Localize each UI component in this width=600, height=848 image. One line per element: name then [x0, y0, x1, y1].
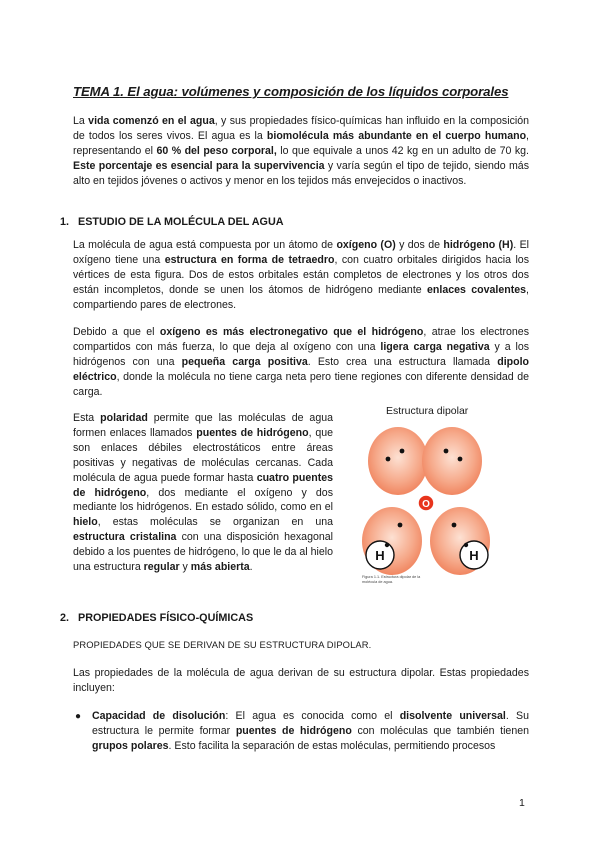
water-molecule-diagram	[362, 419, 512, 589]
bullet-marker: ●	[75, 711, 82, 722]
section-1-heading	[60, 216, 284, 228]
text-run: y dos de	[395, 239, 444, 251]
bold-run: grupos polares	[92, 739, 169, 752]
bold-run: puentes de hidrógeno	[235, 724, 352, 737]
section-2-paragraph-1	[73, 666, 529, 696]
bold-run: pequeña carga positiva	[181, 355, 308, 368]
text-run: , dos mediante el oxígeno y dos mediante los hidrógenos. En estado sólido, como en el	[73, 486, 333, 514]
hydrogen-label-left: H	[375, 548, 385, 563]
text-run: . Esto crea una estructura llamada	[307, 355, 498, 368]
bold-run: ligera carga negativa	[380, 340, 490, 353]
electron-dot	[385, 543, 389, 547]
section-1-paragraph-1	[73, 238, 529, 313]
figure-title: Estructura dipolar	[386, 405, 469, 417]
upper-left-orbital	[368, 427, 428, 495]
bold-run: puentes de hidrógeno	[196, 426, 309, 439]
text-run: Esta	[73, 412, 101, 424]
bold-run: más abierta	[190, 561, 250, 574]
section-2-heading	[60, 612, 253, 624]
text-run: , representando el	[73, 129, 529, 157]
text-run: con moléculas que también tienen	[351, 724, 529, 737]
electron-dot	[444, 449, 449, 454]
hydrogen-label-right: H	[469, 548, 479, 563]
text-run: , donde la molécula no tiene carga neta pero tiene regiones con diferente densidad de carga.	[73, 370, 529, 398]
bold-run: Capacidad de disolución	[92, 710, 226, 722]
text-run: La molécula de agua está compuesta por un átomo de	[73, 239, 337, 251]
text-run: . El oxígeno tiene una	[73, 239, 529, 266]
text-run: .	[249, 561, 253, 574]
bold-run: disolvente universal	[399, 710, 506, 722]
bold-run: polaridad	[100, 412, 148, 424]
bold-run: hidrógeno (H)	[443, 239, 514, 251]
text-run: y a los hidrógenos con una	[73, 340, 530, 368]
bold-run: regular	[143, 561, 180, 574]
text-run: , y sus propiedades físico-químicas han influido en la composición de todos los seres vivos. El agua es la	[73, 115, 529, 142]
bold-run: dipolo eléctrico	[73, 355, 529, 383]
bold-run: hielo	[73, 516, 98, 529]
text-run: permite que las moléculas de agua formen enlaces llamados	[73, 412, 333, 439]
bold-run: estructura en forma de tetraedro	[164, 253, 335, 266]
bold-run: oxígeno (O)	[336, 239, 396, 251]
document-title: TEMA 1. El agua: volúmenes y composición de los líquidos corporales	[73, 84, 509, 99]
bold-run: vida comenzó en el agua	[88, 115, 215, 127]
bold-run: Este porcentaje es esencial para la supervivencia	[73, 159, 325, 172]
section-1-paragraph-3	[73, 411, 333, 575]
bold-run: estructura cristalina	[73, 531, 177, 544]
page-number: 1	[519, 797, 525, 809]
upper-right-orbital	[422, 427, 482, 495]
text-run: Debido a que el	[73, 326, 160, 338]
text-run: Las propiedades de la molécula de agua derivan de su estructura dipolar. Estas propiedades incluyen:	[73, 667, 529, 694]
text-run: La	[73, 115, 89, 127]
text-run: . Esto facilita la separación de estas moléculas, permitiendo procesos	[168, 739, 496, 752]
bullet-capacidad-disolucion	[92, 709, 529, 754]
text-run: . Su estructura le permite formar	[92, 710, 529, 737]
text-run: , atrae los electrones compartidos con más fuerza, lo que deja al oxígeno con una	[73, 326, 529, 353]
text-run: y varía según el tipo de tejido, siendo más alto en tejidos jóvenes o activos y menor en los tejidos más envejecidos o inactivos.	[73, 159, 529, 187]
section-1-number: 1.	[60, 216, 70, 228]
electron-dot	[458, 457, 463, 462]
electron-dot	[452, 523, 457, 528]
bold-run: oxígeno es más electronegativo que el hidrógeno	[159, 326, 424, 338]
text-run: lo que equivale a unos 42 kg en un adulto de 70 kg.	[276, 144, 529, 157]
text-run: : El agua es conocida como el	[225, 710, 400, 722]
oxygen-label: O	[422, 499, 430, 510]
text-run: , estas moléculas se organizan en una	[97, 516, 333, 529]
bold-run: cuatro puentes de hidrógeno	[73, 471, 334, 499]
bold-run: 60 % del peso corporal,	[156, 144, 277, 157]
section-1-title: ESTUDIO DE LA MOLÉCULA DEL AGUA	[78, 216, 284, 228]
text-run: , con cuatro orbitales dirigidos hacia los vértices de esta figura. Dos de estos orbitales están completos de electrones y los otros dos están incompletos, donde se unen los átomos de hidrógeno mediante	[73, 253, 529, 296]
text-run: con una disposición hexagonal debido a los puentes de hidrógeno, lo que le da al hielo una estructura	[73, 531, 333, 574]
electron-dot	[400, 449, 405, 454]
text-run: , que son enlaces débiles electrostáticos entre áreas positivas y negativas de moléculas cercanas. Cada molécula de agua puede formar hasta	[73, 426, 333, 484]
section-2-number: 2.	[60, 612, 70, 624]
text-run: y	[179, 561, 191, 574]
dipole-structure-figure	[362, 405, 512, 595]
electron-dot	[398, 523, 403, 528]
text-run: , compartiendo pares de electrones.	[73, 283, 529, 311]
section-1-paragraph-2	[73, 325, 529, 400]
section-2-title: PROPIEDADES FÍSICO-QUÍMICAS	[78, 612, 254, 624]
figure-caption: Figura 1.1. Estructura dipolar de la molécula de agua.	[362, 575, 421, 584]
electron-dot	[464, 543, 468, 547]
bold-run: enlaces covalentes	[427, 283, 527, 296]
bold-run: biomolécula más abundante en el cuerpo humano	[266, 129, 527, 142]
electron-dot	[386, 457, 391, 462]
section-2-subheading: PROPIEDADES QUE SE DERIVAN DE SU ESTRUCTURA DIPOLAR.	[73, 639, 372, 650]
intro-paragraph	[73, 114, 529, 189]
